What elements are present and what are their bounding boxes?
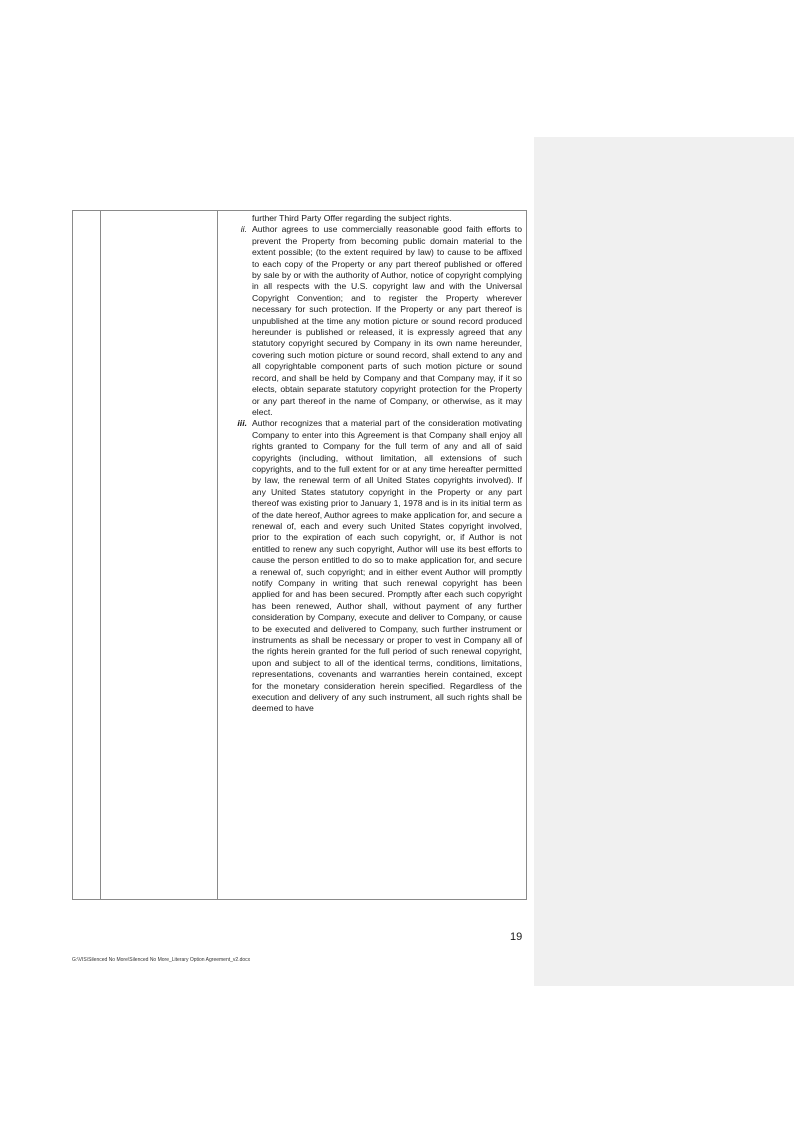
- clause-number: ii.: [240, 224, 247, 235]
- clause-body: Author agrees to use commercially reasonable good faith efforts to prevent the Property from becoming public domain material to the extent possible; (to the extent required by law) to cause to be affixed to each copy of the Property or any part thereof published or offered by sale by or with the authority of Author, notice of copyright complying in all respects with the U.S. copyright law and with the Universal Copyright Convention; and to register the Property wherever necessary for such protection. If the Property or any part thereof is unpublished at the time any motion picture or sound record produced hereunder is published or released, it is expressly agreed that any statutory copyright secured by Company in its own name hereunder, covering such motion picture or sound record, shall extend to any and all copyrightable component parts of such motion picture or sound record, and shall be held by Company and that Company may, if it so elects, obtain separate statutory copyright protection for the Property or any part thereof in the name of Company, or otherwise, as it may elect.: [252, 224, 522, 417]
- table-divider: [217, 211, 218, 899]
- agreement-table: [72, 210, 527, 900]
- clause-text-column: [225, 213, 522, 715]
- clause-item-ii: [225, 224, 522, 418]
- table-divider: [100, 211, 101, 899]
- clause-item-iii: [225, 418, 522, 715]
- comments-pane: [534, 137, 794, 986]
- footer-file-path: G:\VIS\Silenced No More\Silenced No More_Literary Option Agreement_v2.docx: [72, 957, 251, 963]
- clause-body: Author recognizes that a material part of the consideration motivating Company to enter into this Agreement is that Company shall enjoy all rights granted to Company for the full term of any and all of said copyrights (including, without limitation, all extensions of such copyrights, and to the full extent for or at any time hereafter permitted by law, the renewal term of all United States copyrights involved). If any United States statutory copyright in the Property or any part thereof was existing prior to January 1, 1978 and is in its initial term as of the date hereof, Author agrees to make application for, and secure a renewal of, each and every such United States copyright involved, prior to the expiration of each such copyright, or, if Author is not entitled to renew any such copyright, Author will use its best efforts to cause the person entitled to do so to make application for, and secure a renewal of, such copyright; and in either event Author will promptly notify Company in writing that such renewal copyright has been applied for and has been secured. Promptly after each such copyright has been renewed, Author shall, without payment of any further consideration by Company, execute and deliver to Company, or cause to be executed and delivered to Company, such further instrument or instruments as shall be necessary or proper to vest in Company all of the rights herein granted for the full period of such renewal copyright, upon and subject to all of the identical terms, conditions, limitations, representations, covenants and warranties herein contained, except for the monetary consideration herein specified. Regardless of the execution and delivery of any such instrument, all such rights shall be deemed to have: [252, 418, 522, 714]
- clause-number: iii.: [237, 418, 247, 429]
- continuation-paragraph: further Third Party Offer regarding the subject rights.: [252, 213, 452, 223]
- page-number: 19: [510, 931, 523, 943]
